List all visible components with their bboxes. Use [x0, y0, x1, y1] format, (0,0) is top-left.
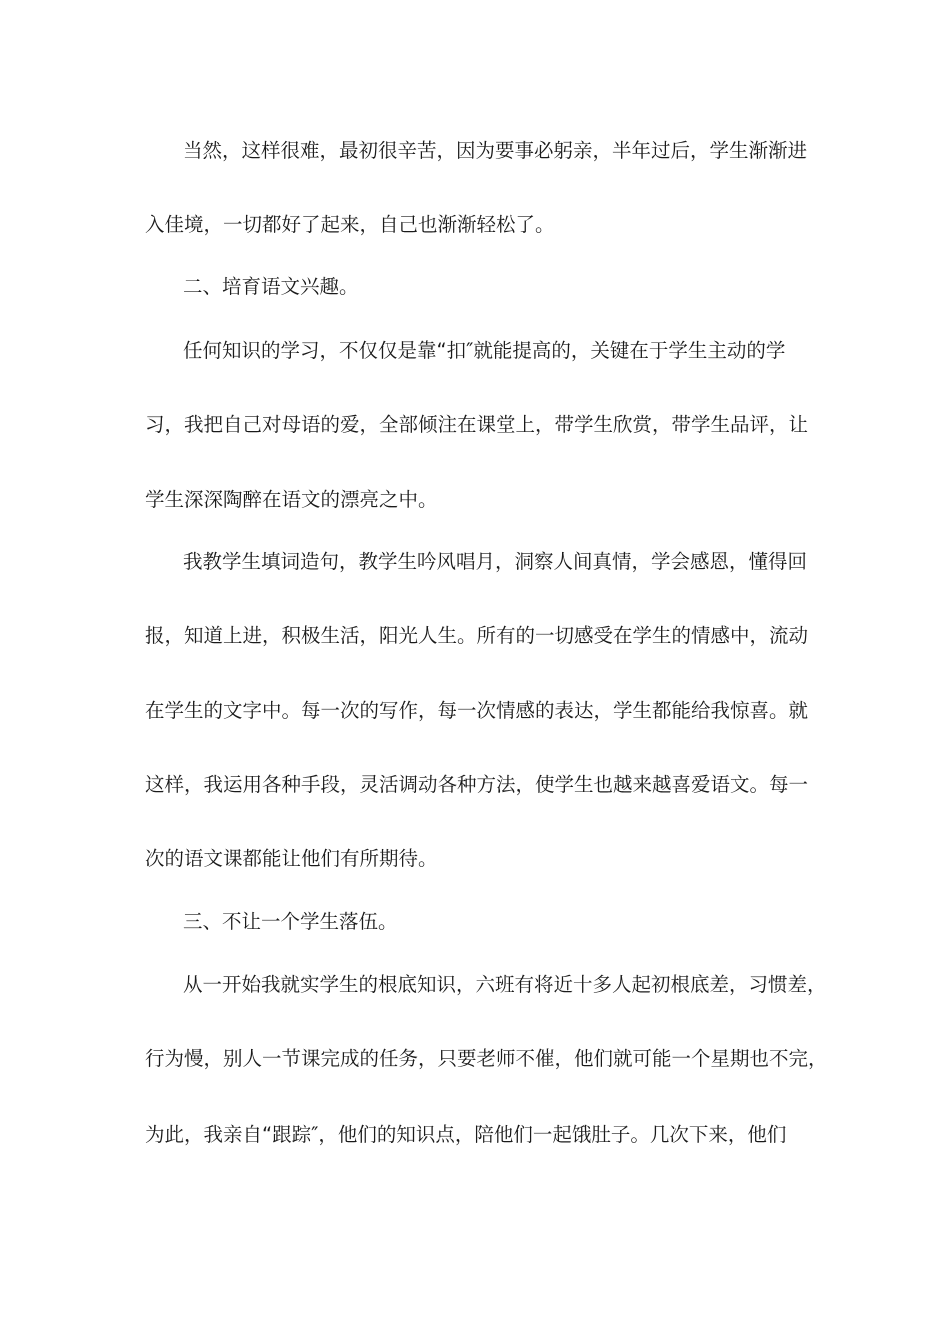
text-line: 行为慢，别人一节课完成的任务，只要老师不催，他们就可能一个星期也不完，: [145, 1047, 828, 1070]
text-line: 在学生的文字中。每一次的写作，每一次情感的表达，学生都能给我惊喜。就: [145, 699, 809, 722]
text-line: 为此，我亲自“跟踪″，他们的知识点，陪他们一起饿肚子。几次下来，他们: [145, 1123, 787, 1146]
text-line: 习，我把自己对母语的爱，全部倾注在课堂上，带学生欣赏，带学生品评，让: [145, 413, 809, 436]
text-line: 当然，这样很难，最初很辛苦，因为要事必躬亲，半年过后，学生渐渐进: [183, 139, 808, 162]
text-line: 次的语文课都能让他们有所期待。: [145, 847, 438, 870]
text-line: 从一开始我就实学生的根底知识，六班有将近十多人起初根底差，习惯差，: [183, 973, 827, 996]
text-line: 任何知识的学习，不仅仅是靠“扣″就能提高的，关键在于学生主动的学: [183, 339, 786, 362]
text-line: 这样，我运用各种手段，灵活调动各种方法，使学生也越来越喜爱语文。每一: [145, 773, 809, 796]
section-heading: 二、培育语文兴趣。: [183, 275, 359, 298]
text-line: 报，知道上进，积极生活，阳光人生。所有的一切感受在学生的情感中，流动: [145, 624, 809, 647]
section-heading: 三、不让一个学生落伍。: [183, 910, 398, 933]
text-line: 学生深深陶醉在语文的漂亮之中。: [145, 488, 438, 511]
text-line: 我教学生填词造句，教学生吟风唱月，洞察人间真情，学会感恩，懂得回: [183, 550, 808, 573]
text-line: 入佳境，一切都好了起来，自己也渐渐轻松了。: [145, 213, 555, 236]
